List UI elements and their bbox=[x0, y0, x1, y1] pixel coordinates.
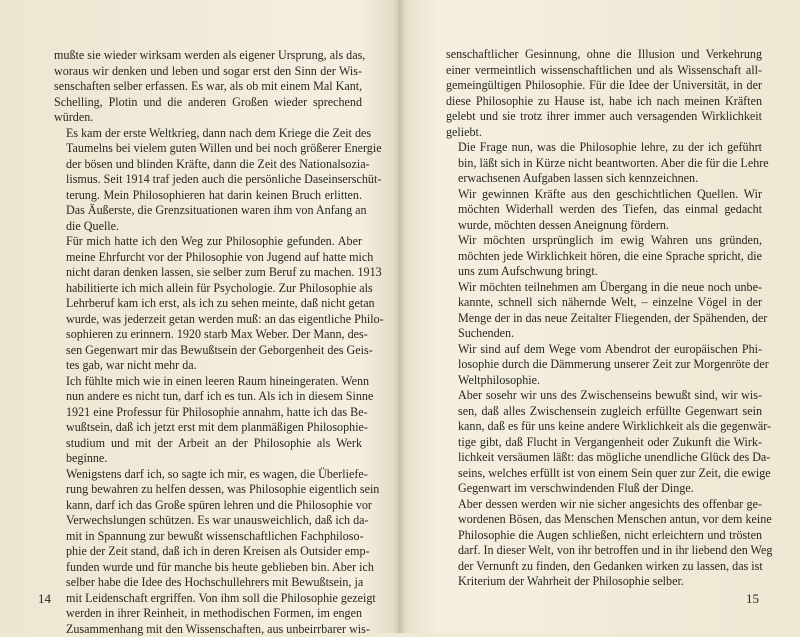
text-line: Aber sosehr wir uns des Zwischenseins bewußt sind, wir wis- bbox=[446, 388, 762, 404]
text-line: lismus. Seit 1914 traf jeden auch die persönliche Daseinserschüt- bbox=[54, 172, 362, 188]
text-line: Die Frage nun, was die Philosophie lehre, zu der ich geführt bbox=[446, 140, 762, 156]
text-line: kannte, schnell sich nähernde Welt, – einzelne Vögel in der bbox=[446, 295, 762, 311]
text-line: werden in ihrer Reinheit, in methodischen Formen, im engen bbox=[54, 606, 362, 622]
text-line: Aber dessen werden wir nie sicher angesichts des offenbar ge- bbox=[446, 497, 762, 513]
text-line: 1921 eine Professur für Philosophie annahm, hatte ich das Be- bbox=[54, 405, 362, 421]
text-line: senschaftlicher Gesinnung, ohne die Illusion und Verkehrung bbox=[446, 47, 762, 63]
text-line: sen, daß alles Zwischensein zugleich erfüllte Gegenwart sein bbox=[446, 404, 762, 420]
text-line: beginne. bbox=[54, 451, 362, 467]
text-line: möchten jede Wirklichkeit hören, die eine Sprache spricht, die bbox=[446, 249, 762, 265]
text-line: wurde, möchten dessen Aneignung fördern. bbox=[446, 218, 762, 234]
text-line: darf. In dieser Welt, von ihr betroffen und in ihr liebend den Weg bbox=[446, 543, 762, 559]
paragraph bbox=[446, 280, 762, 342]
text-line: funden wurde und für manche bis heute geblieben bin. Aber ich bbox=[54, 560, 362, 576]
text-line: phie der Zeit stand, daß ich in deren Kreisen als Outsider emp- bbox=[54, 544, 362, 560]
text-line: Verwechslungen schützen. Es war unausweichlich, daß ich da- bbox=[54, 513, 362, 529]
text-line: Kriterium der Wahrheit der Philosophie selber. bbox=[446, 574, 762, 590]
page-number-left: 14 bbox=[38, 591, 51, 607]
text-line: geliebt. bbox=[446, 125, 762, 141]
text-line: Wir sind auf dem Wege vom Abendrot der europäischen Phi- bbox=[446, 342, 762, 358]
text-line: selber habe die Idee des Hochschullehrers mit Bewußtsein, ja bbox=[54, 575, 362, 591]
text-line: tige gibt, daß Flucht in Vergangenheit oder Zukunft die Wirk- bbox=[446, 435, 762, 451]
paragraph bbox=[54, 234, 362, 374]
text-line: Taumelns bei vielem guten Willen und bei noch größerer Energie bbox=[54, 141, 362, 157]
text-line: kann, darf ich das Große spüren lehren und die Philosophie vor bbox=[54, 498, 362, 514]
text-line: sen Gegenwart mir das Bewußtsein der Geborgenheit des Geis- bbox=[54, 343, 362, 359]
text-line: tes gab, war nicht mehr da. bbox=[54, 358, 362, 374]
text-line: mußte sie wieder wirksam werden als eigener Ursprung, als das, bbox=[54, 48, 362, 64]
paragraph bbox=[446, 140, 762, 187]
text-line: wordenen Bösen, das Menschen Menschen antun, vor dem keine bbox=[446, 512, 762, 528]
text-line: Wir gewinnen Kräfte aus den geschichtlichen Quellen. Wir bbox=[446, 187, 762, 203]
text-line: seins, welches erfüllt ist von einem Sein quer zur Zeit, die ewige bbox=[446, 466, 762, 482]
paragraph bbox=[54, 48, 362, 126]
text-line: kann, daß es für uns keine andere Wirklichkeit als die gegenwär- bbox=[446, 419, 762, 435]
text-line: Es kam der erste Weltkrieg, dann nach dem Kriege die Zeit des bbox=[54, 126, 362, 142]
paragraph bbox=[446, 187, 762, 234]
text-line: nicht daran denken lassen, sie selber zum Beruf zu machen. 1913 bbox=[54, 265, 362, 281]
text-line: der Vernunft zu finden, den Gedanken wirken zu lassen, das ist bbox=[446, 559, 762, 575]
text-line: terung. Mein Philosophieren hat darin keinen Bruch erlitten. bbox=[54, 188, 362, 204]
paragraph bbox=[54, 374, 362, 467]
text-line: Gegenwart im verschwindenden Fluß der Dinge. bbox=[446, 481, 762, 497]
text-line: würden. bbox=[54, 110, 362, 126]
paragraph bbox=[446, 342, 762, 389]
text-line: bin, läßt sich in Kürze nicht beantworten. Aber die für die Lehre bbox=[446, 156, 762, 172]
text-line: Schelling, Plotin und die anderen Großen wieder sprechend bbox=[54, 95, 362, 111]
text-line: mit Leidenschaft ergriffen. Von ihm soll die Philosophie gezeigt bbox=[54, 591, 362, 607]
text-line: die Quelle. bbox=[54, 219, 362, 235]
text-line: Zusammenhang mit den Wissenschaften, aus unbeirrbarer wis- bbox=[54, 622, 362, 637]
paragraph bbox=[54, 126, 362, 235]
text-line: losophie durch die Dämmerung unserer Zeit zur Morgenröte der bbox=[446, 357, 762, 373]
text-line: senschaften selber erfassen. Es war, als ob mit einem Mal Kant, bbox=[54, 79, 362, 95]
right-page-text bbox=[446, 47, 762, 590]
text-line: gemeingültigen Philosophie. Für die Idee der Universität, in der bbox=[446, 78, 762, 94]
text-line: diese Philosophie zu Hause ist, habe ich nach meinen Kräften bbox=[446, 94, 762, 110]
left-page-text bbox=[54, 48, 362, 637]
text-line: habilitierte ich mich allein für Psychologie. Zur Philosophie als bbox=[54, 281, 362, 297]
text-line: einer vermeintlich wissenschaftlichen und als Wissenschaft all- bbox=[446, 63, 762, 79]
text-line: Für mich hatte ich den Weg zur Philosophie gefunden. Aber bbox=[54, 234, 362, 250]
paragraph bbox=[446, 47, 762, 140]
text-line: rung bewahren zu helfen dessen, was Philosophie eigentlich sein bbox=[54, 482, 362, 498]
text-line: Wenigstens darf ich, so sagte ich mir, es wagen, die Überliefe- bbox=[54, 467, 362, 483]
text-line: sophieren zu erinnern. 1920 starb Max Weber. Der Mann, des- bbox=[54, 327, 362, 343]
text-line: uns zum Aufschwung bringt. bbox=[446, 264, 762, 280]
text-line: gelebt und sie trotz ihrer immer auch versagenden Wirklichkeit bbox=[446, 109, 762, 125]
text-line: woraus wir denken und leben und sogar erst den Sinn der Wis- bbox=[54, 64, 362, 80]
text-line: lichkeit versäumen läßt: das mögliche unendliche Glück des Da- bbox=[446, 450, 762, 466]
text-line: nun andere es nicht tun, darf ich es tun. Als ich in diesem Sinne bbox=[54, 389, 362, 405]
text-line: wußtsein, daß ich jetzt erst mit dem planmäßigen Philosophie- bbox=[54, 420, 362, 436]
text-line: Wir möchten teilnehmen am Übergang in die neue noch unbe- bbox=[446, 280, 762, 296]
text-line: Wir möchten ursprünglich im ewig Wahren uns gründen, bbox=[446, 233, 762, 249]
paragraph bbox=[446, 233, 762, 280]
text-line: mit in Spannung zur bewußt wissenschaftlichen Fachphiloso- bbox=[54, 529, 362, 545]
text-line: meine Ehrfurcht vor der Philosophie von Jugend auf hatte mich bbox=[54, 250, 362, 266]
text-line: wurde, was jederzeit getan werden muß: an das eigentliche Philo- bbox=[54, 312, 362, 328]
text-line: Menge der in das neue Zeitalter Fliegenden, der Spähenden, der bbox=[446, 311, 762, 327]
text-line: Ich fühlte mich wie in einen leeren Raum hineingeraten. Wenn bbox=[54, 374, 362, 390]
page-number-right: 15 bbox=[746, 591, 759, 607]
text-line: Weltphilosophie. bbox=[446, 373, 762, 389]
text-line: erwachsenen Aufgaben lassen sich kennzeichnen. bbox=[446, 171, 762, 187]
text-line: möchten Widerhall werden des Tiefen, das einmal gedacht bbox=[446, 202, 762, 218]
text-line: studium und mit der Arbeit an der Philosophie als Werk bbox=[54, 436, 362, 452]
paragraph bbox=[54, 467, 362, 637]
text-line: Suchenden. bbox=[446, 326, 762, 342]
text-line: Das Äußerste, die Grenzsituationen waren ihm von Anfang an bbox=[54, 203, 362, 219]
paragraph bbox=[446, 497, 762, 590]
paragraph bbox=[446, 388, 762, 497]
right-page bbox=[400, 0, 800, 633]
text-line: der bösen und blinden Kräfte, dann die Zeit des Nationalsozia- bbox=[54, 157, 362, 173]
text-line: Lehrberuf kam ich erst, als ich zu sehen meinte, daß nicht getan bbox=[54, 296, 362, 312]
left-page bbox=[0, 0, 400, 633]
text-line: Philosophie die Augen schließen, nicht erleichtern und trösten bbox=[446, 528, 762, 544]
